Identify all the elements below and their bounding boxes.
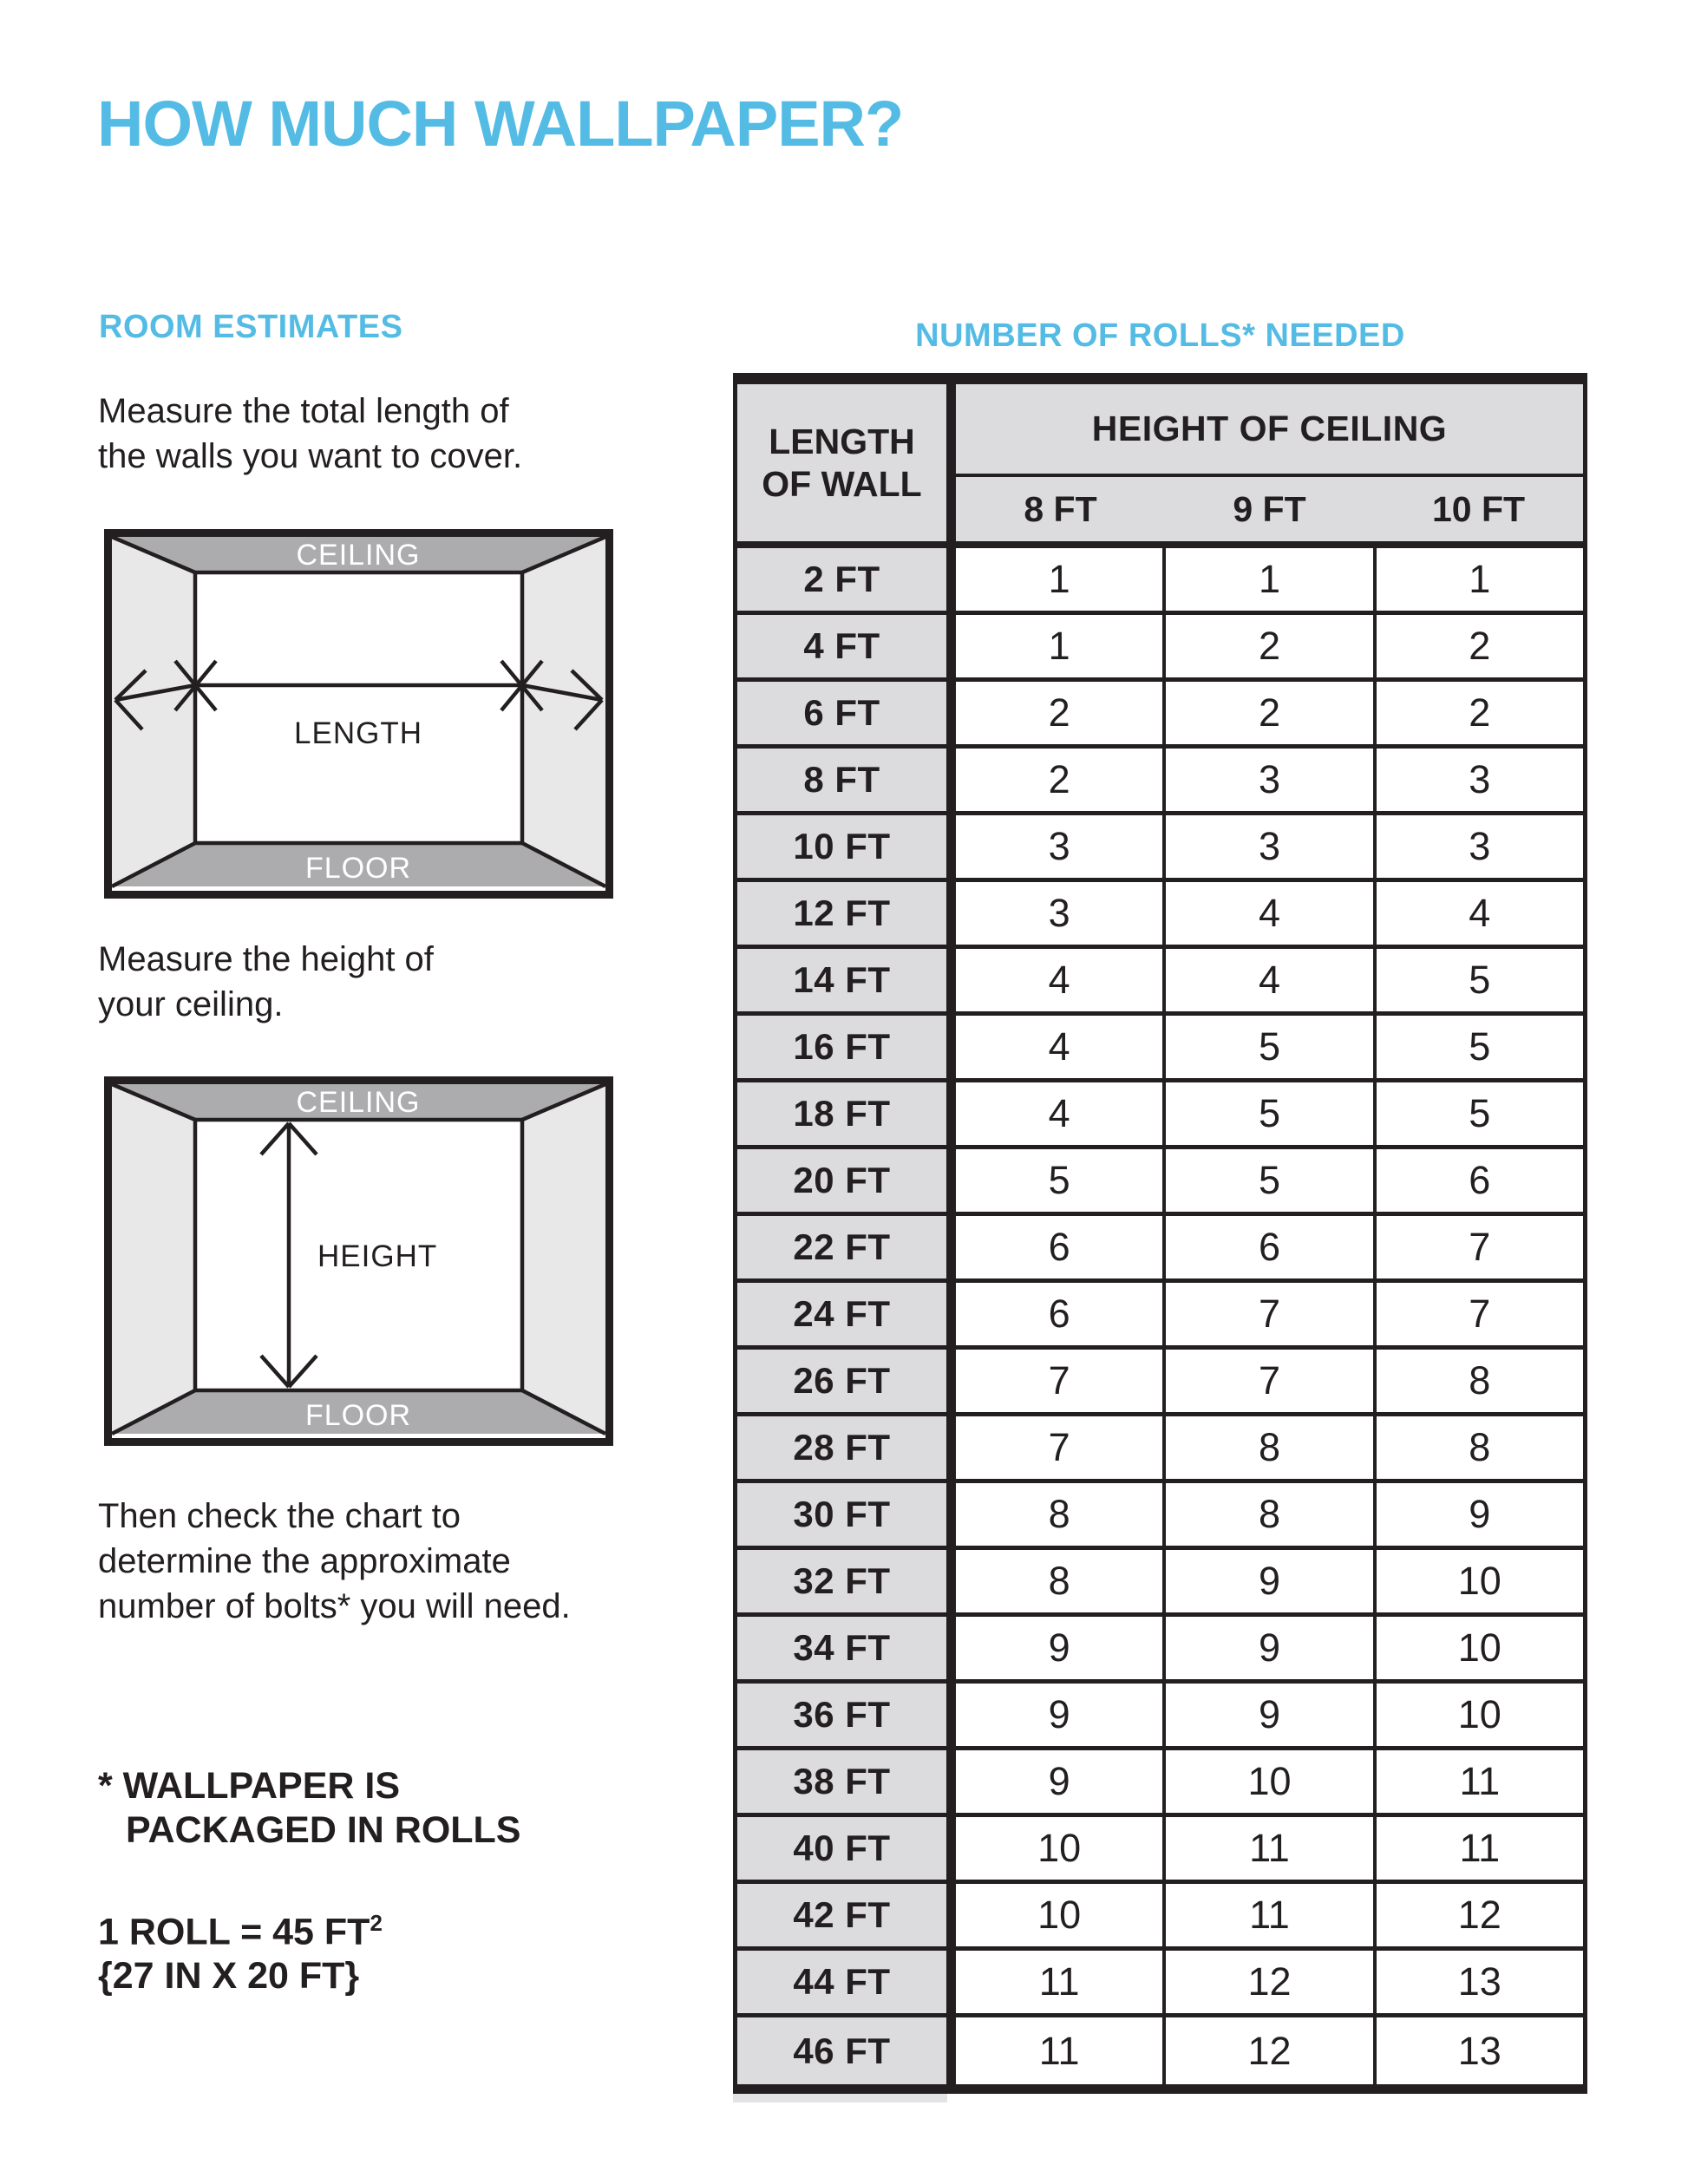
- roll-count-cell: 1: [956, 548, 1162, 611]
- roll-count-cell: 4: [956, 949, 1162, 1011]
- roll-count-cell: 3: [1162, 749, 1372, 811]
- row-label: 24 FT: [737, 1283, 956, 1345]
- roll-count-cell: 7: [956, 1416, 1162, 1479]
- row-label: 6 FT: [737, 682, 956, 744]
- table-row: [737, 1016, 1583, 1082]
- table-row: [737, 1684, 1583, 1750]
- table-row: [737, 2017, 1583, 2084]
- roll-count-cell: 8: [1162, 1483, 1372, 1546]
- row-label: 16 FT: [737, 1016, 956, 1078]
- roll-count-cell: 8: [1373, 1350, 1583, 1412]
- subheader-10ft: 10 FT: [1431, 488, 1526, 529]
- header-bottom-rule: [737, 541, 1583, 548]
- roll-count-cell: 4: [1162, 882, 1372, 945]
- roll-count-cell: 5: [1373, 1016, 1583, 1078]
- roll-count-cell: 10: [1373, 1617, 1583, 1679]
- roll-count-cell: 8: [1373, 1416, 1583, 1479]
- roll-count-cell: 2: [956, 749, 1162, 811]
- row-label: 20 FT: [737, 1149, 956, 1212]
- roll-count-cell: 8: [956, 1550, 1162, 1612]
- row-label: 40 FT: [737, 1817, 956, 1880]
- table-row: [737, 815, 1583, 882]
- table-row: [737, 1149, 1583, 1216]
- length-label: LENGTH: [294, 716, 422, 750]
- row-label: 8 FT: [737, 749, 956, 811]
- col-header-height-of-ceiling: [956, 384, 1583, 541]
- para-line: Then check the chart to: [98, 1497, 461, 1535]
- roll-count-cell: 4: [1373, 882, 1583, 945]
- table-row: [737, 548, 1583, 615]
- row-label: 2 FT: [737, 548, 956, 611]
- roll-count-cell: 4: [956, 1082, 1162, 1145]
- roll-count-cell: 3: [956, 815, 1162, 878]
- row-label: 38 FT: [737, 1750, 956, 1813]
- footnote-line: * WALLPAPER IS: [98, 1765, 401, 1807]
- row-label: 18 FT: [737, 1082, 956, 1145]
- room-diagram-length: [104, 529, 613, 899]
- row-label: 10 FT: [737, 815, 956, 878]
- left-wall-shape: [112, 1084, 195, 1434]
- para-line: Measure the height of: [98, 940, 434, 978]
- roll-count-cell: 9: [1162, 1684, 1372, 1746]
- roll-count-cell: 7: [1162, 1283, 1372, 1345]
- roll-count-cell: 2: [1373, 682, 1583, 744]
- table-row: [737, 1750, 1583, 1817]
- row-label: 22 FT: [737, 1216, 956, 1278]
- roll-count-cell: 3: [1373, 815, 1583, 878]
- roll-count-cell: 6: [956, 1216, 1162, 1278]
- roll-count-cell: 5: [1373, 949, 1583, 1011]
- roll-count-cell: 2: [1162, 682, 1372, 744]
- table-row: [737, 1216, 1583, 1283]
- table-row: [737, 1283, 1583, 1350]
- ceiling-label: CEILING: [296, 1086, 421, 1119]
- roll-count-cell: 7: [1373, 1283, 1583, 1345]
- squared-superscript: 2: [370, 1910, 383, 1936]
- table-row: [737, 1483, 1583, 1550]
- roll-count-cell: 11: [956, 2017, 1162, 2084]
- roll-count-cell: 8: [1162, 1416, 1372, 1479]
- roll-count-cell: 9: [1373, 1483, 1583, 1546]
- roll-count-cell: 12: [1162, 1951, 1372, 2013]
- roll-count-cell: 10: [956, 1884, 1162, 1946]
- table-row: [737, 1350, 1583, 1416]
- roll-count-cell: 9: [1162, 1550, 1372, 1612]
- header-line: LENGTH: [769, 421, 915, 461]
- roll-count-cell: 10: [1162, 1750, 1372, 1813]
- height-subheader-row: [956, 477, 1583, 541]
- rolls-needed-table: [733, 373, 1587, 2094]
- roll-count-cell: 1: [1162, 548, 1372, 611]
- ceiling-label: CEILING: [296, 539, 421, 572]
- table-row: [737, 1951, 1583, 2017]
- para-line: number of bolts* you will need.: [98, 1587, 571, 1625]
- roll-count-cell: 5: [1162, 1082, 1372, 1145]
- roll-count-cell: 2: [1373, 615, 1583, 677]
- header-line: OF WALL: [762, 463, 922, 504]
- subheader-8ft: 8 FT: [1024, 488, 1097, 529]
- roll-count-cell: 3: [1162, 815, 1372, 878]
- table-row: [737, 1416, 1583, 1483]
- table-row: [737, 1817, 1583, 1884]
- roll-size-info: [98, 1901, 383, 1998]
- subheader-9ft: 9 FT: [1233, 488, 1306, 529]
- footnote-line: PACKAGED IN ROLLS: [126, 1809, 521, 1851]
- table-row: [737, 615, 1583, 682]
- roll-count-cell: 5: [956, 1149, 1162, 1212]
- roll-count-cell: 6: [1162, 1216, 1372, 1278]
- roll-count-cell: 9: [1162, 1617, 1372, 1679]
- col-header-length-of-wall: [737, 384, 956, 541]
- row-label: 46 FT: [737, 2017, 956, 2084]
- roll-equation: [98, 1901, 383, 1954]
- height-of-ceiling-label: HEIGHT OF CEILING: [1091, 409, 1448, 448]
- table-row: [737, 949, 1583, 1016]
- table-row: [737, 1082, 1583, 1149]
- footnote-wallpaper-rolls: [98, 1764, 521, 1853]
- height-label: HEIGHT: [317, 1239, 438, 1273]
- roll-count-cell: 3: [956, 882, 1162, 945]
- row-label: 42 FT: [737, 1884, 956, 1946]
- roll-count-cell: 2: [956, 682, 1162, 744]
- roll-count-cell: 7: [1162, 1350, 1372, 1412]
- section-heading-room-estimates: ROOM ESTIMATES: [99, 309, 403, 345]
- roll-count-cell: 11: [1373, 1750, 1583, 1813]
- row-label: 4 FT: [737, 615, 956, 677]
- roll-count-cell: 10: [956, 1817, 1162, 1880]
- roll-count-cell: 9: [956, 1684, 1162, 1746]
- roll-count-cell: 7: [956, 1350, 1162, 1412]
- table-body: [737, 548, 1583, 2084]
- roll-count-cell: 6: [956, 1283, 1162, 1345]
- floor-label: FLOOR: [304, 852, 412, 885]
- para-check-chart: [98, 1494, 571, 1629]
- roll-count-cell: 7: [1373, 1216, 1583, 1278]
- room-diagram-height: [104, 1076, 613, 1446]
- para-line: Measure the total length of: [98, 392, 509, 430]
- para-measure-height: [98, 937, 434, 1027]
- row-label: 12 FT: [737, 882, 956, 945]
- page-title: HOW MUCH WALLPAPER?: [97, 88, 904, 160]
- table-row: [737, 682, 1583, 749]
- roll-count-cell: 5: [1373, 1082, 1583, 1145]
- table-header: [737, 384, 1583, 541]
- row-label: 28 FT: [737, 1416, 956, 1479]
- roll-count-cell: 5: [1162, 1149, 1372, 1212]
- roll-count-cell: 9: [956, 1617, 1162, 1679]
- row-label: 30 FT: [737, 1483, 956, 1546]
- section-heading-rolls-needed: NUMBER OF ROLLS* NEEDED: [915, 317, 1405, 354]
- roll-count-cell: 11: [1162, 1884, 1372, 1946]
- roll-count-cell: 13: [1373, 1951, 1583, 2013]
- roll-count-cell: 2: [1162, 615, 1372, 677]
- roll-count-cell: 10: [1373, 1550, 1583, 1612]
- roll-count-cell: 12: [1373, 1884, 1583, 1946]
- back-wall-shape: [195, 572, 522, 843]
- row-label: 14 FT: [737, 949, 956, 1011]
- row-label: 44 FT: [737, 1951, 956, 2013]
- roll-count-cell: 5: [1162, 1016, 1372, 1078]
- roll-count-cell: 10: [1373, 1684, 1583, 1746]
- table-left-column-stub: [733, 2094, 947, 2102]
- roll-count-cell: 13: [1373, 2017, 1583, 2084]
- roll-count-cell: 9: [956, 1750, 1162, 1813]
- roll-count-cell: 4: [956, 1016, 1162, 1078]
- row-label: 32 FT: [737, 1550, 956, 1612]
- roll-count-cell: 11: [1162, 1817, 1372, 1880]
- roll-count-cell: 6: [1373, 1149, 1583, 1212]
- roll-count-cell: 11: [956, 1951, 1162, 2013]
- roll-equation-text: 1 ROLL = 45 FT: [98, 1911, 370, 1953]
- para-line: the walls you want to cover.: [98, 437, 523, 475]
- para-measure-length: [98, 389, 522, 479]
- table-row: [737, 749, 1583, 815]
- roll-count-cell: 1: [1373, 548, 1583, 611]
- row-label: 36 FT: [737, 1684, 956, 1746]
- roll-count-cell: 3: [1373, 749, 1583, 811]
- row-label: 26 FT: [737, 1350, 956, 1412]
- roll-count-cell: 8: [956, 1483, 1162, 1546]
- roll-count-cell: 1: [956, 615, 1162, 677]
- row-label: 34 FT: [737, 1617, 956, 1679]
- floor-label: FLOOR: [304, 1399, 412, 1432]
- right-wall-shape: [522, 1084, 605, 1434]
- para-line: your ceiling.: [98, 985, 284, 1023]
- roll-count-cell: 11: [1373, 1817, 1583, 1880]
- roll-dimensions: {27 IN X 20 FT}: [98, 1955, 360, 1998]
- table-row: [737, 1617, 1583, 1684]
- para-line: determine the approximate: [98, 1542, 511, 1580]
- table-row: [737, 1884, 1583, 1951]
- table-row: [737, 882, 1583, 949]
- table-row: [737, 1550, 1583, 1617]
- roll-count-cell: 4: [1162, 949, 1372, 1011]
- roll-count-cell: 12: [1162, 2017, 1372, 2084]
